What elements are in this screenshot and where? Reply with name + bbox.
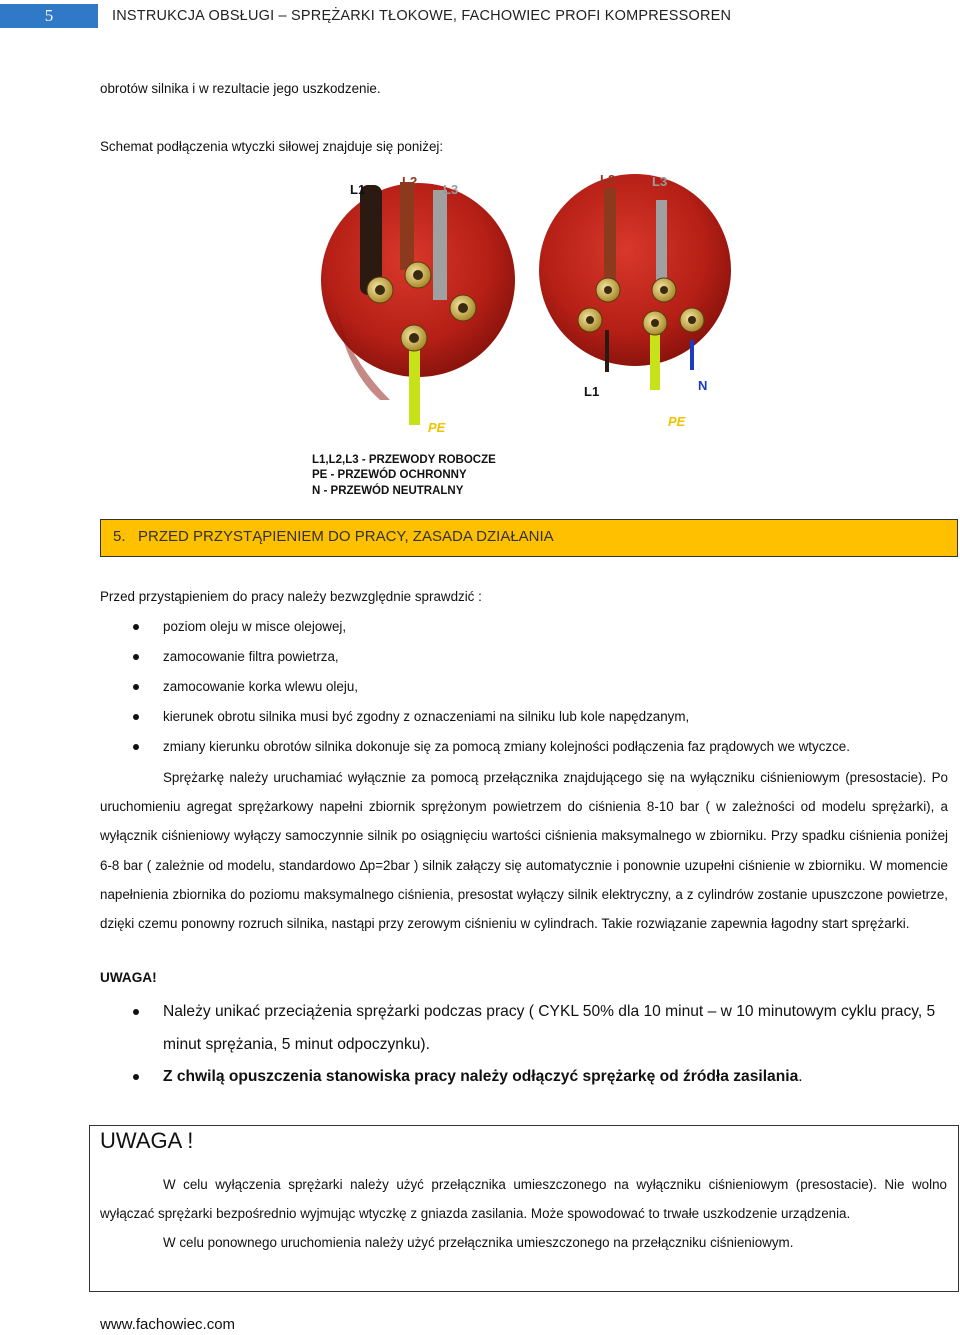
legend-line-2: PE - PRZEWÓD OCHRONNY — [312, 469, 467, 481]
right-label-pe: PE — [668, 414, 686, 429]
intro-line-2: Schemat podłączenia wtyczki siłowej znajduje się poniżej: — [100, 139, 444, 154]
list-item — [100, 1061, 960, 1094]
list-item: kierunek obrotu silnika musi być zgodny z oznaczeniami na silniku lub kole napędzanym, — [100, 705, 960, 735]
warning-list — [100, 996, 960, 1094]
right-label-n: N — [698, 378, 708, 393]
warning-item-tail: . — [798, 1068, 803, 1085]
checklist — [100, 615, 960, 765]
checklist-intro: Przed przystąpieniem do pracy należy bezwzględnie sprawdzić : — [100, 589, 482, 604]
left-plug-5-pin — [321, 182, 515, 425]
document-header-title: INSTRUKCJA OBSŁUGI – SPRĘŻARKI TŁOKOWE, FACHOWIEC PROFI KOMPRESSOREN — [112, 8, 732, 24]
left-label-l1: L1 — [350, 182, 366, 197]
warning-bold-text: Z chwilą opuszczenia stanowiska pracy należy odłączyć sprężarkę od źródła zasilania — [163, 1068, 799, 1085]
section-heading-bar — [100, 519, 958, 557]
right-plug-5-pin — [539, 174, 731, 390]
list-item: Należy unikać przeciążenia sprężarki podczas pracy ( CYKL 50% dla 10 minut – w 10 minutowym cyklu pracy, 5 minut sprężania, 5 minut odpoczynku). — [100, 996, 960, 1061]
intro-line-1: obrotów silnika i w rezultacie jego uszkodzenie. — [100, 81, 381, 96]
warning-title: UWAGA! — [100, 970, 157, 985]
legend-line-3: N - PRZEWÓD NEUTRALNY — [312, 485, 464, 497]
left-label-l3: L3 — [443, 182, 459, 197]
list-item: zmiany kierunku obrotów silnika dokonuje się za pomocą zmiany kolejności podłączenia faz prądowych we wtyczce. — [100, 735, 960, 765]
footer-url: www.fachowiec.com — [100, 1316, 236, 1333]
section-title: PRZED PRZYSTĄPIENIEM DO PRACY, ZASADA DZIAŁANIA — [138, 528, 554, 545]
diagram-legend — [312, 454, 496, 497]
section-heading — [113, 528, 554, 545]
section-number: 5. — [113, 528, 126, 545]
operation-paragraph: Sprężarkę należy uruchamiać wyłącznie za pomocą przełącznika znajdującego się na wyłączniku ciśnieniowym (presostacie). Po uruchomieniu agregat sprężarkowy napełni zbiornik sprężonym powietrzem do ciśnienia 8-10 bar ( w zależności od modelu sprężarki), a wyłącznik ciśnieniowy wyłączy samoczynnie silnik po osiągnięciu wartości ciśnienia maksymalnego w zbiorniku. Przy spadku ciśnienia poniżej 6-8 bar ( zależnie od modelu, standardowo ∆p=2bar ) silnik załączy się automatycznie i ponownie uzupełni ciśnienie w zbiorniku. W momencie napełnienia zbiornika do poziomu maksymalnego ciśnienia, presostat wyłączy silnik elektryczny, a z cylindrów zostanie upuszczone powietrze, dzięki czemu ponowny rozruch silnika, nastąpi przy zerowym ciśnieniu w cylindrach. Takie rozwiązanie zapewnia łagodny start sprężarki. — [100, 770, 948, 932]
right-label-l3: L3 — [652, 174, 668, 189]
plug-wiring-diagram — [300, 160, 740, 502]
legend-line-1: L1,L2,L3 - PRZEWODY ROBOCZE — [312, 454, 496, 466]
left-label-l2: L2 — [402, 174, 418, 189]
warning-box-title: UWAGA ! — [100, 1128, 194, 1153]
warning-box-text — [100, 1170, 947, 1258]
right-label-l1: L1 — [584, 384, 600, 399]
left-label-pe: PE — [428, 420, 446, 435]
list-item: zamocowanie filtra powietrza, — [100, 645, 960, 675]
operation-description — [100, 763, 948, 938]
list-item: poziom oleju w misce olejowej, — [100, 615, 960, 645]
warning-box-paragraph-1: W celu wyłączenia sprężarki należy użyć przełącznika umieszczonego na wyłączniku ciśnieniowym (presostacie). Nie wolno wyłączać sprężarki bezpośrednio wyjmując wtyczkę z gniazda zasilania. Może spowodować to trwałe uszkodzenie urządzenia. — [100, 1177, 947, 1222]
page-number: 5 — [0, 4, 98, 28]
warning-box — [89, 1125, 959, 1292]
warning-box-paragraph-2: W celu ponownego uruchomienia należy użyć przełącznika umieszczonego na przełączniku ciśnieniowym. — [163, 1235, 794, 1251]
list-item: zamocowanie korka wlewu oleju, — [100, 675, 960, 705]
right-label-l2: L2 — [600, 172, 616, 187]
